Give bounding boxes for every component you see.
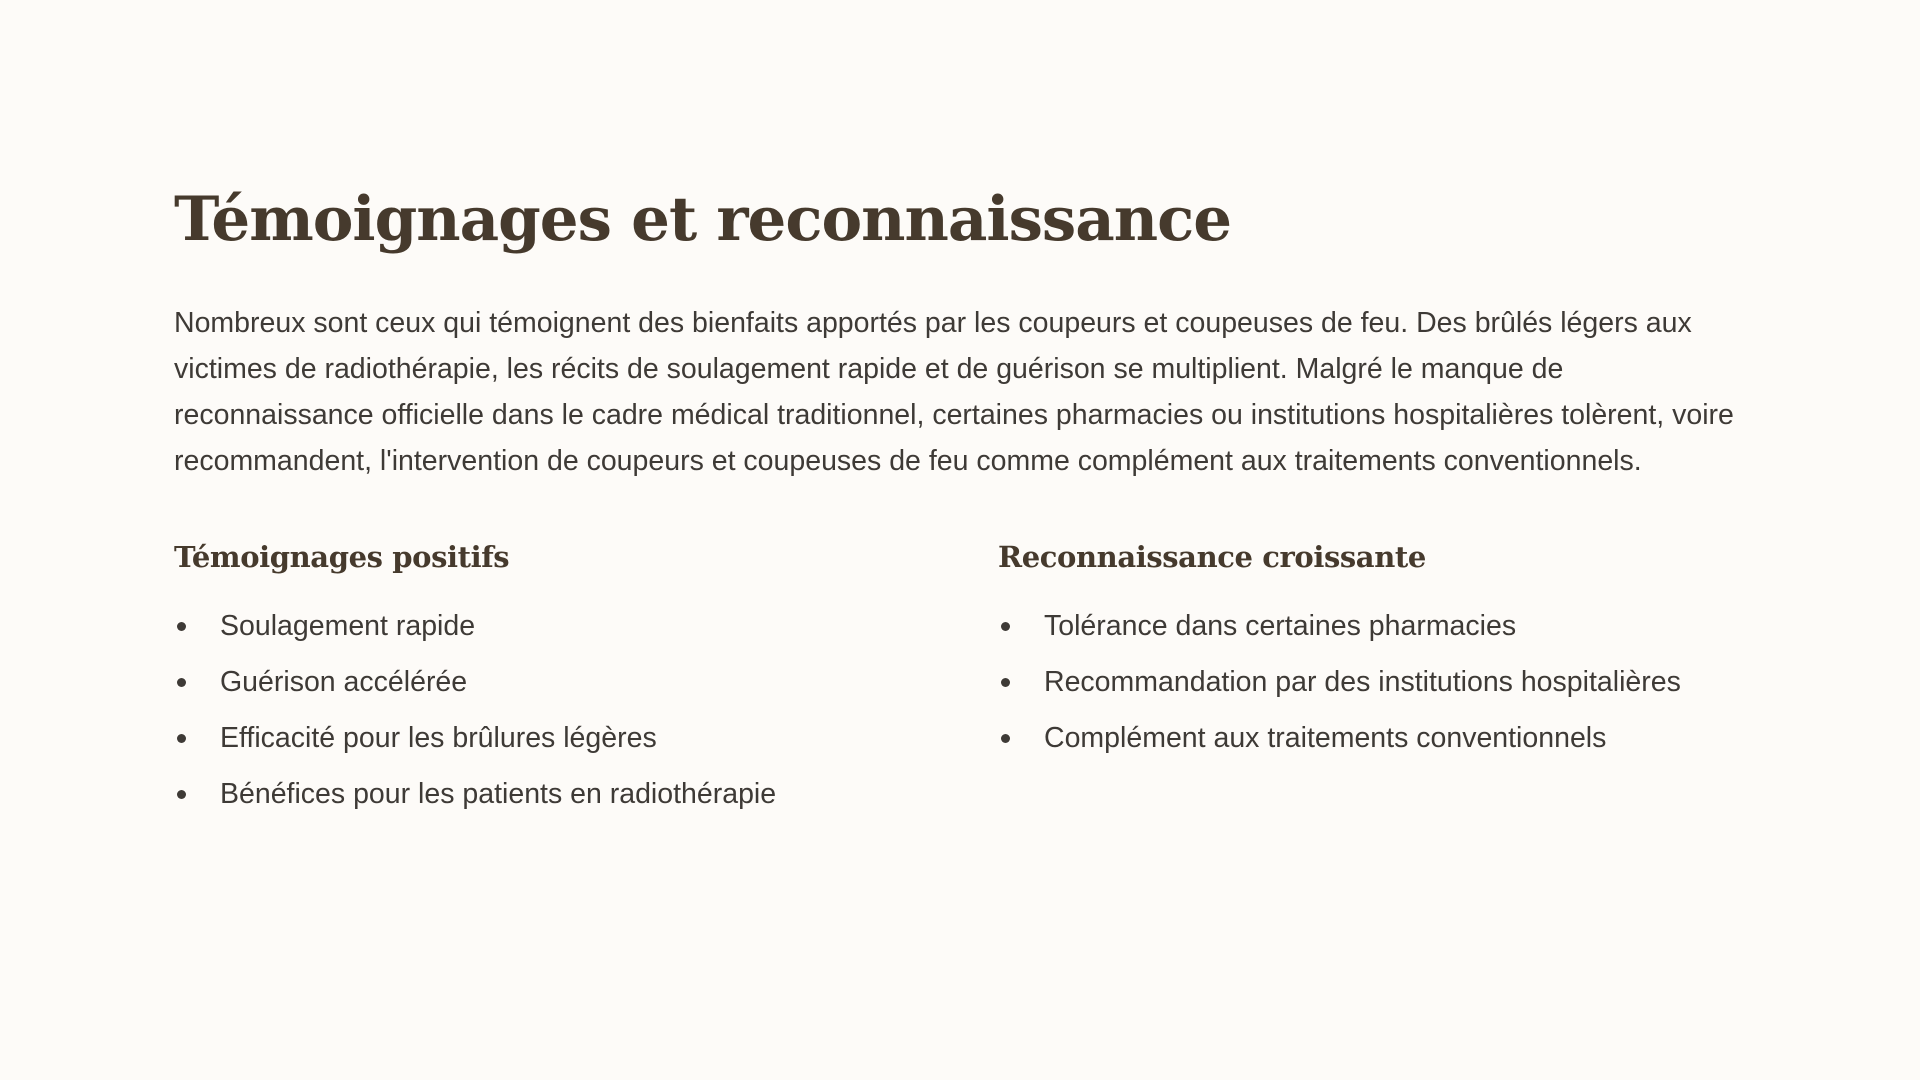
two-column-section	[174, 534, 1746, 822]
slide-title: Témoignages et reconnaissance	[174, 184, 1232, 255]
list-item	[174, 710, 998, 766]
bullet-icon	[177, 622, 186, 631]
slide	[174, 178, 1746, 822]
bullet-icon	[177, 790, 186, 799]
list-item-text: Guérison accélérée	[220, 666, 468, 698]
column-positive-testimonials	[174, 534, 998, 822]
list-item	[998, 710, 1746, 766]
column-title: Reconnaissance croissante	[998, 540, 1426, 574]
bullet-icon	[177, 678, 186, 687]
intro-paragraph: Nombreux sont ceux qui témoignent des bienfaits apportés par les coupeurs et coupeuses de feu. Des brûlés légers aux victimes de radiothérapie, les récits de soulagement rapide et de guérison se multiplient. Malgré le manque de reconnaissance officielle dans le cadre médical traditionnel, certaines pharmacies ou institutions hospitalières tolèrent, voire recommandent, l'intervention de coupeurs et coupeuses de feu comme complément aux traitements conventionnels.	[174, 307, 1734, 477]
column-title: Témoignages positifs	[174, 540, 510, 574]
bullet-icon	[1001, 622, 1010, 631]
bullet-list	[174, 598, 998, 822]
list-item-text: Efficacité pour les brûlures légères	[220, 722, 657, 754]
bullet-icon	[1001, 678, 1010, 687]
list-item	[174, 654, 998, 710]
list-item	[174, 598, 998, 654]
list-item	[174, 766, 998, 822]
list-item-text: Soulagement rapide	[220, 610, 476, 642]
list-item	[998, 654, 1746, 710]
list-item	[998, 598, 1746, 654]
bullet-list	[998, 598, 1746, 766]
list-item-text: Tolérance dans certaines pharmacies	[1044, 610, 1517, 642]
list-item-text: Complément aux traitements conventionnels	[1044, 722, 1607, 754]
list-item-text: Bénéfices pour les patients en radiothérapie	[220, 778, 777, 810]
bullet-icon	[177, 734, 186, 743]
list-item-text: Recommandation par des institutions hospitalières	[1044, 666, 1681, 698]
bullet-icon	[1001, 734, 1010, 743]
column-growing-recognition	[998, 534, 1746, 822]
